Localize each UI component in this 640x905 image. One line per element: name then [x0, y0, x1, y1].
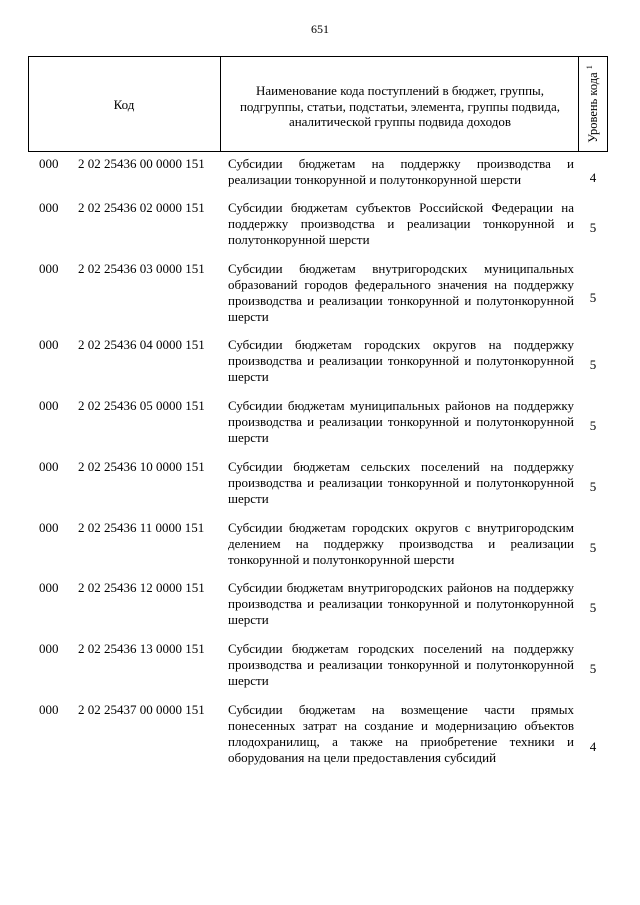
row-level: 5: [589, 600, 597, 615]
row-code: 2 02 25436 10 0000 151: [78, 459, 205, 474]
row-admin-code: 000: [39, 702, 59, 717]
row-code: 2 02 25436 12 0000 151: [78, 580, 205, 595]
row-level: 4: [589, 170, 597, 185]
header-level-footnote: 1: [584, 65, 594, 70]
row-name: Субсидии бюджетам субъектов Российской Федерации на поддержку производства и реализации тонкорунной и полутонкорунной шерсти: [228, 200, 574, 247]
row-name: Субсидии бюджетам внутригородских муниципальных образований городов федерального значения на поддержку производства и реализации тонкорунной и полутонкорунной шерсти: [228, 261, 574, 324]
header-name: Наименование кода поступлений в бюджет, группы, подгруппы, статьи, подстатьи, элемента, группы подвида, аналитической группы подвида доходов: [239, 83, 561, 129]
row-code: 2 02 25436 11 0000 151: [78, 520, 205, 535]
row-name: Субсидии бюджетам внутригородских районов на поддержку производства и реализации тонкорунной и полутонкорунной шерсти: [228, 580, 574, 627]
row-level: 5: [589, 418, 597, 433]
row-code: 2 02 25436 05 0000 151: [78, 398, 205, 413]
page-number: 651: [311, 22, 329, 36]
table-header: [28, 56, 608, 152]
row-level: 5: [589, 540, 597, 555]
row-code: 2 02 25437 00 0000 151: [78, 702, 205, 717]
row-name: Субсидии бюджетам на поддержку производства и реализации тонкорунной и полутонкорунной шерсти: [228, 156, 574, 187]
row-name: Субсидии бюджетам муниципальных районов на поддержку производства и реализации тонкорунной и полутонкорунной шерсти: [228, 398, 574, 445]
row-admin-code: 000: [39, 200, 59, 215]
header-level: [578, 57, 608, 151]
row-code: 2 02 25436 00 0000 151: [78, 156, 205, 171]
row-admin-code: 000: [39, 520, 59, 535]
row-admin-code: 000: [39, 261, 59, 276]
row-level: 5: [589, 479, 597, 494]
row-level: 5: [589, 357, 597, 372]
row-code: 2 02 25436 02 0000 151: [78, 200, 205, 215]
row-name: Субсидии бюджетам городских поселений на поддержку производства и реализации тонкорунной и полутонкорунной шерсти: [228, 641, 574, 688]
row-level: 5: [589, 290, 597, 305]
row-code: 2 02 25436 04 0000 151: [78, 337, 205, 352]
row-admin-code: 000: [39, 398, 59, 413]
row-admin-code: 000: [39, 459, 59, 474]
header-level-label: Уровень кода: [586, 72, 601, 143]
row-code: 2 02 25436 03 0000 151: [78, 261, 205, 276]
row-level: 4: [589, 739, 597, 754]
header-code: Код: [113, 97, 135, 112]
row-code: 2 02 25436 13 0000 151: [78, 641, 205, 656]
header-divider: [220, 57, 221, 151]
row-name: Субсидии бюджетам на возмещение части прямых понесенных затрат на создание и модернизацию объектов плодохранилищ, а также на приобретение техники и оборудования на цели предоставления субсидий: [228, 702, 574, 765]
row-name: Субсидии бюджетам городских округов на поддержку производства и реализации тонкорунной и полутонкорунной шерсти: [228, 337, 574, 384]
row-admin-code: 000: [39, 156, 59, 171]
row-admin-code: 000: [39, 337, 59, 352]
row-level: 5: [589, 220, 597, 235]
row-admin-code: 000: [39, 580, 59, 595]
row-admin-code: 000: [39, 641, 59, 656]
row-level: 5: [589, 661, 597, 676]
row-name: Субсидии бюджетам городских округов с внутригородским делением на поддержку производства и реализации тонкорунной и полутонкорунной шерсти: [228, 520, 574, 567]
row-name: Субсидии бюджетам сельских поселений на поддержку производства и реализации тонкорунной и полутонкорунной шерсти: [228, 459, 574, 506]
